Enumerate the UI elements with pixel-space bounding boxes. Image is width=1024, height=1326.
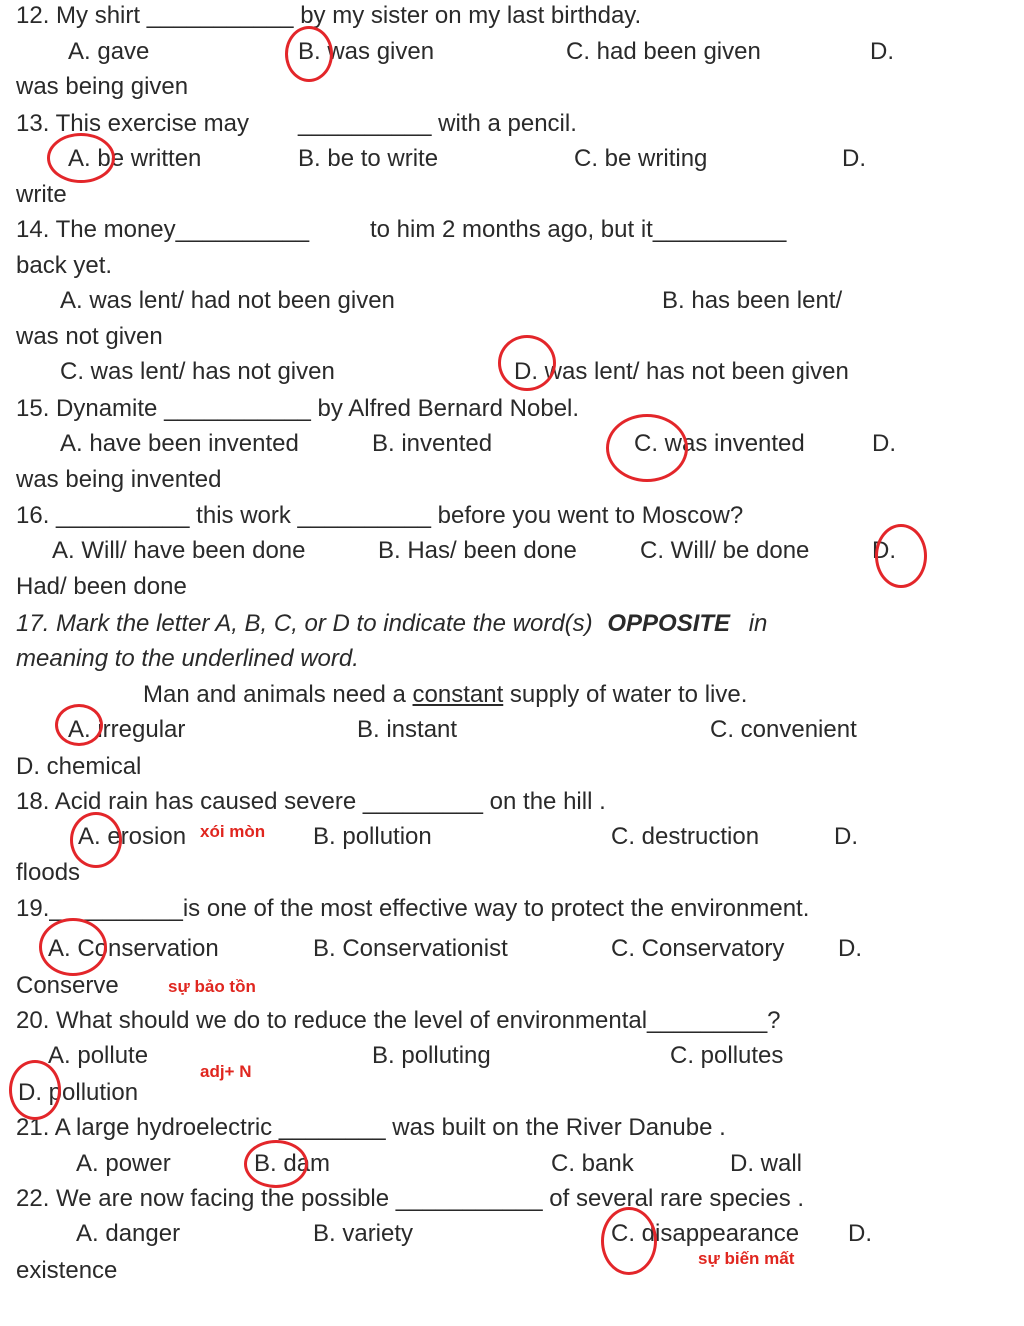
- q13-option-d[interactable]: D.: [842, 145, 866, 172]
- q22-option-c[interactable]: C. disappearance: [611, 1220, 800, 1247]
- q12-option-b[interactable]: B. was given: [298, 38, 435, 65]
- answer-circle-q13: [47, 133, 115, 183]
- answer-circle-q16: [875, 524, 927, 588]
- q15-option-a[interactable]: A. have been invented: [60, 430, 299, 457]
- q14-option-a[interactable]: A. was lent/ had not been given: [60, 287, 395, 314]
- q16-option-d[interactable]: D.: [872, 537, 896, 564]
- q18-stem: 18. Acid rain has caused severe _________ on the hill .: [16, 788, 606, 815]
- q14-option-c[interactable]: C. was lent/ has not given: [60, 358, 335, 385]
- q15-option-c[interactable]: C. was invented: [634, 430, 805, 457]
- q17-instruction-bold: OPPOSITE: [607, 610, 731, 637]
- q16-option-d-text: Had/ been done: [16, 573, 187, 600]
- q21-option-c[interactable]: C. bank: [551, 1150, 634, 1177]
- q17-option-a[interactable]: A. irregular: [68, 716, 186, 743]
- answer-circle-q19: [39, 918, 107, 976]
- answer-circle-q20: [9, 1060, 61, 1120]
- q12-stem: 12. My shirt ___________ by my sister on my last birthday.: [16, 2, 642, 29]
- q18-option-c[interactable]: C. destruction: [611, 823, 760, 850]
- q14-stem: 14. The money__________: [16, 216, 310, 243]
- q19-stem: 19.__________is one of the most effective way to protect the environment.: [16, 895, 810, 922]
- q13-option-a[interactable]: A. be written: [68, 145, 202, 172]
- q13-option-d-text: write: [16, 181, 67, 208]
- q17-option-d[interactable]: D. chemical: [16, 753, 142, 780]
- q22-stem: 22. We are now facing the possible ___________ of several rare species .: [16, 1185, 805, 1212]
- q17-option-b[interactable]: B. instant: [357, 716, 458, 743]
- q13-option-c[interactable]: C. be writing: [574, 145, 708, 172]
- q17-sentence-start: Man and animals need a: [143, 681, 406, 708]
- answer-circle-q22: [601, 1207, 657, 1275]
- q12-option-c[interactable]: C. had been given: [566, 38, 761, 65]
- answer-circle-q15: [606, 414, 688, 482]
- answer-circle-q21: [244, 1140, 308, 1188]
- q13-stem-end: __________ with a pencil.: [298, 110, 577, 137]
- q16-option-a[interactable]: A. Will/ have been done: [52, 537, 306, 564]
- q17-sentence: [143, 681, 747, 709]
- q14-stem-end: back yet.: [16, 252, 113, 279]
- q21-option-b[interactable]: B. dam: [254, 1150, 331, 1177]
- note-adj-n: adj+ N: [200, 1062, 252, 1081]
- q14-stem-mid: to him 2 months ago, but it__________: [370, 216, 787, 243]
- q18-option-d[interactable]: D.: [834, 823, 858, 850]
- q15-option-b[interactable]: B. invented: [372, 430, 493, 457]
- q12-option-d[interactable]: D.: [870, 38, 894, 65]
- q20-stem: 20. What should we do to reduce the level of environmental_________?: [16, 1007, 781, 1034]
- answer-circle-q18: [70, 812, 122, 868]
- answer-circle-q17: [55, 704, 103, 746]
- q14-option-b-text: was not given: [16, 323, 163, 350]
- q17-underlined-word: constant: [412, 681, 504, 708]
- note-disappearance: sự biến mất: [698, 1249, 795, 1268]
- q22-option-d[interactable]: D.: [848, 1220, 872, 1247]
- answer-circle-q12: [285, 26, 333, 82]
- q14-option-d[interactable]: D. was lent/ has not been given: [514, 358, 849, 385]
- q19-option-a[interactable]: A. Conservation: [48, 935, 219, 962]
- q16-option-c[interactable]: C. Will/ be done: [640, 537, 810, 564]
- q21-option-d[interactable]: D. wall: [730, 1150, 803, 1177]
- q17-option-c[interactable]: C. convenient: [710, 716, 857, 743]
- q22-option-b[interactable]: B. variety: [313, 1220, 414, 1247]
- q16-option-b[interactable]: B. Has/ been done: [378, 537, 577, 564]
- q18-option-a[interactable]: A. erosion: [78, 823, 187, 850]
- q20-option-b[interactable]: B. polluting: [372, 1042, 491, 1069]
- q17-instruction-post: in: [748, 610, 768, 637]
- q20-option-c[interactable]: C. pollutes: [670, 1042, 784, 1069]
- q12-option-a[interactable]: A. gave: [68, 38, 150, 65]
- q17-instruction-line2: meaning to the underlined word.: [16, 645, 359, 672]
- q12-option-d-text: was being given: [16, 73, 189, 100]
- q22-option-d-text: existence: [16, 1257, 118, 1284]
- q15-option-d[interactable]: D.: [872, 430, 896, 457]
- q19-option-d[interactable]: D.: [838, 935, 862, 962]
- q21-option-a[interactable]: A. power: [76, 1150, 171, 1177]
- q17-instruction-pre: 17. Mark the letter A, B, C, or D to indicate the word(s): [16, 610, 593, 637]
- q20-option-d[interactable]: D. pollution: [18, 1079, 139, 1106]
- q19-option-d-text: Conserve: [16, 972, 119, 999]
- q13-option-b[interactable]: B. be to write: [298, 145, 439, 172]
- q18-option-b[interactable]: B. pollution: [313, 823, 432, 850]
- q15-option-d-text: was being invented: [16, 466, 222, 493]
- q18-option-d-text: floods: [16, 859, 81, 886]
- q17-sentence-end: supply of water to live.: [509, 681, 748, 708]
- answer-circle-q14: [498, 335, 556, 391]
- q17-instruction: [16, 610, 767, 638]
- note-conservation: sự bảo tồn: [168, 977, 256, 996]
- q19-option-b[interactable]: B. Conservationist: [313, 935, 508, 962]
- q21-stem: 21. A large hydroelectric ________ was built on the River Danube .: [16, 1114, 726, 1141]
- q20-option-a[interactable]: A. pollute: [48, 1042, 149, 1069]
- q16-stem: 16. __________ this work __________ before you went to Moscow?: [16, 502, 744, 529]
- q15-stem: 15. Dynamite ___________ by Alfred Bernard Nobel.: [16, 395, 580, 422]
- note-erosion: xói mòn: [200, 822, 266, 841]
- q13-stem: 13. This exercise may: [16, 110, 249, 137]
- q14-option-b[interactable]: B. has been lent/: [662, 287, 843, 314]
- q22-option-a[interactable]: A. danger: [76, 1220, 181, 1247]
- q19-option-c[interactable]: C. Conservatory: [611, 935, 785, 962]
